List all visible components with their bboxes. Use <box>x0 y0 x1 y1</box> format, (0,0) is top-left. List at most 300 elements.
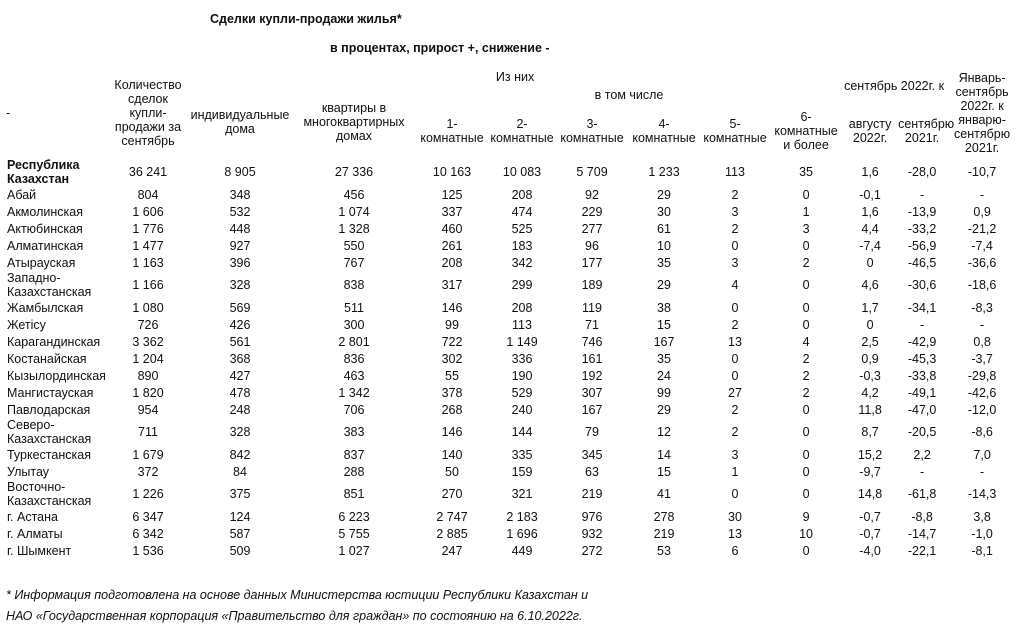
cell-apartments: 300 <box>343 317 365 332</box>
cell-total: 711 <box>138 425 158 439</box>
cell-total: 6 342 <box>132 526 164 541</box>
cell-r2: 183 <box>511 238 533 253</box>
table-row <box>6 401 1018 418</box>
cell-region: Акмолинская <box>7 204 83 219</box>
cell-aug: 14,8 <box>857 487 883 501</box>
cell-r6: 0 <box>802 317 810 332</box>
table-row <box>6 237 1018 254</box>
housing-deals-table <box>6 68 1018 559</box>
table-row <box>6 384 1018 401</box>
cell-sep: -14,7 <box>907 526 937 541</box>
cell-houses: 396 <box>229 255 251 270</box>
cell-aug: -7,4 <box>859 238 881 253</box>
cell-total: 1 166 <box>132 278 164 292</box>
cell-r3: 192 <box>581 368 603 383</box>
cell-aug: 0,9 <box>861 351 879 366</box>
table-body <box>6 158 1018 559</box>
cell-houses: 561 <box>229 334 251 349</box>
cell-sep: -8,8 <box>911 509 933 524</box>
table-row <box>6 186 1018 203</box>
cell-r2: 529 <box>511 385 533 400</box>
cell-ytd: -8,6 <box>971 425 993 439</box>
cell-r5: 0 <box>731 238 739 253</box>
cell-ytd: 7,0 <box>973 447 991 462</box>
cell-r4: 29 <box>657 187 671 202</box>
cell-r5: 2 <box>731 221 739 236</box>
cell-r6: 2 <box>802 368 810 383</box>
cell-r2: 321 <box>511 487 533 501</box>
cell-r3: 272 <box>581 543 603 558</box>
cell-region: Республика Казахстан <box>7 158 80 186</box>
cell-houses: 426 <box>229 317 251 332</box>
table-header <box>6 68 1018 158</box>
cell-ytd: -8,3 <box>971 300 993 315</box>
cell-houses: 478 <box>229 385 251 400</box>
cell-r3: 63 <box>585 464 599 479</box>
cell-apartments: 838 <box>343 278 365 292</box>
cell-apartments: 836 <box>343 351 365 366</box>
cell-aug: 0 <box>866 317 874 332</box>
cell-r5: 2 <box>731 187 739 202</box>
cell-total: 1 606 <box>132 204 164 219</box>
cell-r1: 2 747 <box>436 509 468 524</box>
header-sep2021: сентябрю 2021г. <box>898 117 955 145</box>
cell-r4: 29 <box>657 402 671 417</box>
cell-aug: -0,7 <box>859 526 881 541</box>
cell-aug: 1,6 <box>861 165 879 179</box>
cell-region: Абай <box>7 187 37 202</box>
cell-total: 890 <box>137 368 159 383</box>
cell-r5: 2 <box>731 425 739 439</box>
cell-r6: 35 <box>799 165 813 179</box>
cell-ytd: - <box>980 187 985 202</box>
table-row <box>6 418 1018 446</box>
cell-total: 1 080 <box>132 300 164 315</box>
cell-apartments: 1 074 <box>338 204 370 219</box>
cell-r2: 336 <box>511 351 533 366</box>
cell-sep: -61,8 <box>907 487 937 501</box>
cell-r5: 3 <box>731 255 739 270</box>
cell-ytd: -14,3 <box>967 487 997 501</box>
table-row <box>6 367 1018 384</box>
cell-r5: 1 <box>731 464 739 479</box>
cell-r1: 140 <box>441 447 463 462</box>
cell-r3: 79 <box>585 425 599 439</box>
cell-total: 1 163 <box>132 255 164 270</box>
cell-r6: 0 <box>802 464 810 479</box>
cell-r1: 55 <box>445 368 459 383</box>
cell-ytd: -1,0 <box>971 526 993 541</box>
cell-r4: 219 <box>653 526 675 541</box>
cell-region: Мангистауская <box>7 385 94 400</box>
cell-ytd: 3,8 <box>973 509 991 524</box>
cell-region: Актюбинская <box>7 221 83 236</box>
cell-total: 1 776 <box>132 221 164 236</box>
cell-total: 6 347 <box>132 509 164 524</box>
cell-region: Туркестанская <box>7 447 91 462</box>
cell-r4: 35 <box>657 351 671 366</box>
cell-r4: 35 <box>657 255 671 270</box>
cell-apartments: 767 <box>343 255 365 270</box>
cell-aug: 11,8 <box>858 402 882 417</box>
table-row <box>6 271 1018 299</box>
table-row <box>6 299 1018 316</box>
header-r3: 3-комнатные <box>560 117 624 145</box>
table-title: Сделки купли-продажи жилья* <box>210 12 402 26</box>
cell-r6: 10 <box>799 526 813 541</box>
cell-apartments: 27 336 <box>334 165 374 179</box>
cell-sep: - <box>920 187 925 202</box>
cell-apartments: 463 <box>343 368 365 383</box>
cell-total: 1 820 <box>132 385 164 400</box>
cell-region: г. Алматы <box>7 526 63 541</box>
cell-aug: 8,7 <box>861 425 879 439</box>
cell-r1: 268 <box>441 402 463 417</box>
cell-r5: 0 <box>731 487 739 501</box>
header-rowhead: - <box>6 106 11 120</box>
cell-apartments: 456 <box>343 187 365 202</box>
table-row <box>6 158 1018 186</box>
cell-r3: 92 <box>585 187 599 202</box>
cell-r5: 6 <box>731 543 739 558</box>
cell-r4: 30 <box>657 204 671 219</box>
cell-r6: 0 <box>802 238 810 253</box>
cell-r2: 144 <box>511 425 533 439</box>
header-r4: 4-комнатные <box>632 117 696 145</box>
cell-sep: - <box>920 464 925 479</box>
cell-r6: 9 <box>802 509 810 524</box>
header-houses: индивидуальные дома <box>190 108 290 136</box>
cell-region: Карагандинская <box>7 334 101 349</box>
cell-aug: 4,4 <box>861 221 879 236</box>
header-including: в том числе <box>594 88 664 102</box>
cell-r6: 0 <box>802 187 810 202</box>
cell-houses: 328 <box>229 278 251 292</box>
cell-r5: 27 <box>728 385 742 400</box>
cell-r6: 0 <box>802 300 810 315</box>
cell-houses: 569 <box>229 300 251 315</box>
cell-r2: 474 <box>511 204 533 219</box>
cell-r4: 24 <box>657 368 671 383</box>
cell-houses: 532 <box>229 204 251 219</box>
cell-houses: 509 <box>229 543 251 558</box>
cell-sep: -33,8 <box>907 368 937 383</box>
cell-apartments: 706 <box>343 402 365 417</box>
cell-r6: 0 <box>802 447 810 462</box>
cell-r2: 342 <box>511 255 533 270</box>
cell-sep: -46,5 <box>907 255 937 270</box>
cell-region: Улытау <box>7 464 50 479</box>
cell-r3: 71 <box>585 317 599 332</box>
cell-r1: 261 <box>441 238 463 253</box>
cell-total: 3 362 <box>132 334 164 349</box>
cell-ytd: - <box>980 317 985 332</box>
cell-ytd: -8,1 <box>971 543 993 558</box>
cell-houses: 427 <box>229 368 251 383</box>
cell-sep: -45,3 <box>907 351 937 366</box>
cell-r1: 50 <box>445 464 459 479</box>
cell-r6: 1 <box>802 204 810 219</box>
header-sep2022: сентябрь 2022г. к <box>844 79 945 93</box>
cell-apartments: 5 755 <box>338 526 370 541</box>
cell-r4: 15 <box>657 464 671 479</box>
cell-r4: 15 <box>657 317 671 332</box>
cell-r2: 113 <box>512 317 532 332</box>
cell-r4: 167 <box>653 334 675 349</box>
cell-apartments: 851 <box>343 487 365 501</box>
cell-houses: 8 905 <box>224 165 256 179</box>
cell-aug: -0,7 <box>859 509 881 524</box>
cell-apartments: 6 223 <box>338 509 370 524</box>
cell-r4: 61 <box>657 221 671 236</box>
cell-r1: 722 <box>441 334 463 349</box>
cell-sep: -47,0 <box>907 402 937 417</box>
cell-houses: 448 <box>229 221 251 236</box>
cell-r6: 2 <box>802 255 810 270</box>
cell-ytd: -21,2 <box>967 221 997 236</box>
cell-r1: 99 <box>445 317 459 332</box>
cell-region: г. Шымкент <box>7 543 72 558</box>
cell-r3: 976 <box>581 509 603 524</box>
cell-r1: 317 <box>441 278 463 292</box>
table-row <box>6 316 1018 333</box>
cell-r1: 146 <box>441 300 463 315</box>
cell-houses: 368 <box>229 351 251 366</box>
cell-r3: 229 <box>581 204 603 219</box>
cell-sep: -33,2 <box>907 221 937 236</box>
cell-r4: 10 <box>657 238 671 253</box>
cell-aug: -9,7 <box>859 464 881 479</box>
cell-r6: 2 <box>802 385 810 400</box>
cell-ytd: -3,7 <box>971 351 993 366</box>
cell-r6: 0 <box>802 425 810 439</box>
cell-r2: 1 696 <box>506 526 538 541</box>
cell-r6: 0 <box>802 402 810 417</box>
cell-aug: 4,2 <box>861 385 879 400</box>
cell-sep: -22,1 <box>907 543 937 558</box>
cell-region: Жетісу <box>7 317 46 332</box>
cell-r6: 3 <box>802 221 810 236</box>
cell-r3: 5 709 <box>576 165 608 179</box>
cell-r2: 449 <box>511 543 533 558</box>
cell-r3: 96 <box>585 238 599 253</box>
cell-sep: -42,9 <box>907 334 937 349</box>
cell-r1: 460 <box>441 221 463 236</box>
cell-total: 1 226 <box>132 487 164 501</box>
cell-r5: 3 <box>731 204 739 219</box>
cell-total: 726 <box>137 317 159 332</box>
cell-r4: 1 233 <box>648 165 680 179</box>
cell-region: Костанайская <box>7 351 87 366</box>
cell-r6: 0 <box>802 278 810 292</box>
cell-r1: 10 163 <box>432 165 472 179</box>
cell-total: 954 <box>137 402 159 417</box>
cell-aug: 15,2 <box>857 447 883 462</box>
cell-aug: 1,7 <box>861 300 879 315</box>
cell-r1: 125 <box>441 187 463 202</box>
footnote-line-2: НАО «Государственная корпорация «Правительство для граждан» по состоянию на 6.10.2022г. <box>6 609 583 623</box>
table-row <box>6 333 1018 350</box>
cell-total: 1 204 <box>132 351 164 366</box>
table-row <box>6 542 1018 559</box>
cell-houses: 927 <box>229 238 251 253</box>
cell-r2: 335 <box>511 447 533 462</box>
cell-r2: 1 149 <box>506 334 538 349</box>
cell-r4: 99 <box>657 385 671 400</box>
header-r1: 1-комнатные <box>420 117 484 145</box>
cell-r1: 337 <box>441 204 463 219</box>
cell-total: 1 477 <box>132 238 164 253</box>
cell-region: Алматинская <box>7 238 84 253</box>
cell-r3: 189 <box>581 278 603 292</box>
header-r5: 5-комнатные <box>703 117 767 145</box>
cell-r1: 146 <box>441 425 463 439</box>
cell-region: Северо-Казахстанская <box>7 418 92 446</box>
cell-ytd: - <box>980 464 985 479</box>
cell-region: Атырауская <box>7 255 76 270</box>
cell-r3: 177 <box>581 255 603 270</box>
header-apartments: квартиры в многоквартирных домах <box>303 101 405 143</box>
table-subtitle: в процентах, прирост +, снижение - <box>330 41 550 55</box>
cell-r2: 190 <box>511 368 533 383</box>
cell-ytd: -10,7 <box>967 165 997 179</box>
cell-apartments: 1 027 <box>338 543 370 558</box>
cell-r5: 113 <box>725 165 745 179</box>
cell-sep: 2,2 <box>913 447 931 462</box>
table-row <box>6 463 1018 480</box>
cell-houses: 248 <box>229 402 251 417</box>
cell-r1: 302 <box>441 351 463 366</box>
cell-r5: 0 <box>731 351 739 366</box>
cell-r1: 378 <box>441 385 463 400</box>
cell-aug: -0,1 <box>859 187 881 202</box>
cell-r5: 30 <box>728 509 742 524</box>
cell-r3: 161 <box>581 351 603 366</box>
cell-r6: 4 <box>802 334 810 349</box>
cell-apartments: 1 328 <box>338 221 370 236</box>
header-total: Количество сделок купли-продажи за сентябрь <box>114 78 182 148</box>
footnote-line-1: * Информация подготовлена на основе данных Министерства юстиции Республики Казахстан и <box>6 588 589 602</box>
cell-r5: 3 <box>731 447 739 462</box>
cell-r4: 41 <box>657 487 671 501</box>
cell-r5: 0 <box>731 300 739 315</box>
cell-r4: 12 <box>657 425 671 439</box>
header-ytd: Январь-сентябрь 2022г. к январю-сентябрю 2021г. <box>954 71 1011 155</box>
cell-r3: 277 <box>581 221 603 236</box>
table-row <box>6 254 1018 271</box>
header-r2: 2-комнатные <box>490 117 554 145</box>
cell-houses: 348 <box>229 187 251 202</box>
table-row <box>6 220 1018 237</box>
cell-aug: 4,6 <box>861 278 879 292</box>
cell-r6: 2 <box>802 351 810 366</box>
cell-r5: 2 <box>731 317 739 332</box>
cell-region: Павлодарская <box>7 402 91 417</box>
cell-region: Жамбылская <box>7 300 84 315</box>
cell-r5: 0 <box>731 368 739 383</box>
cell-sep: -28,0 <box>907 165 937 179</box>
cell-ytd: 0,9 <box>973 204 991 219</box>
cell-total: 372 <box>137 464 159 479</box>
cell-r2: 299 <box>511 278 533 292</box>
cell-r5: 4 <box>731 278 739 292</box>
cell-region: Кызылординская <box>7 368 106 383</box>
cell-r2: 2 183 <box>506 509 538 524</box>
table-row <box>6 508 1018 525</box>
cell-r1: 208 <box>441 255 463 270</box>
cell-r4: 14 <box>657 447 671 462</box>
cell-r1: 270 <box>441 487 463 501</box>
cell-region: Восточно-Казахстанская <box>7 480 92 508</box>
cell-ytd: -42,6 <box>967 385 997 400</box>
cell-sep: -13,9 <box>907 204 937 219</box>
cell-region: г. Астана <box>7 509 58 524</box>
cell-total: 804 <box>137 187 159 202</box>
cell-r1: 247 <box>441 543 463 558</box>
cell-houses: 842 <box>229 447 251 462</box>
cell-apartments: 1 342 <box>338 385 370 400</box>
cell-ytd: -12,0 <box>967 402 997 417</box>
cell-houses: 375 <box>229 487 251 501</box>
cell-total: 1 679 <box>132 447 164 462</box>
table-row <box>6 350 1018 367</box>
table-row <box>6 203 1018 220</box>
cell-r5: 13 <box>728 526 742 541</box>
cell-sep: -56,9 <box>907 238 937 253</box>
cell-apartments: 511 <box>344 300 364 315</box>
cell-apartments: 550 <box>343 238 365 253</box>
cell-aug: -0,3 <box>859 368 881 383</box>
cell-ytd: -18,6 <box>967 278 997 292</box>
cell-sep: -20,5 <box>907 425 937 439</box>
cell-r3: 746 <box>581 334 603 349</box>
cell-r4: 53 <box>657 543 671 558</box>
table-row <box>6 446 1018 463</box>
cell-ytd: -29,8 <box>967 368 997 383</box>
cell-r1: 2 885 <box>436 526 468 541</box>
cell-region: Западно-Казахстанская <box>7 271 92 299</box>
header-of-them: Из них <box>495 70 535 84</box>
cell-r3: 219 <box>581 487 603 501</box>
cell-aug: 2,5 <box>861 334 879 349</box>
cell-r2: 240 <box>511 402 533 417</box>
cell-r5: 2 <box>731 402 739 417</box>
cell-r2: 525 <box>511 221 533 236</box>
cell-total: 36 241 <box>128 165 168 179</box>
cell-aug: -4,0 <box>859 543 881 558</box>
cell-r3: 307 <box>581 385 603 400</box>
cell-r2: 208 <box>511 187 533 202</box>
cell-r6: 0 <box>802 543 810 558</box>
cell-r4: 38 <box>657 300 671 315</box>
cell-apartments: 837 <box>343 447 365 462</box>
cell-aug: 0 <box>866 255 874 270</box>
cell-ytd: -36,6 <box>967 255 997 270</box>
cell-sep: -34,1 <box>907 300 937 315</box>
header-aug: августу 2022г. <box>848 117 892 145</box>
cell-total: 1 536 <box>132 543 164 558</box>
cell-r4: 278 <box>653 509 675 524</box>
cell-houses: 587 <box>229 526 251 541</box>
cell-houses: 84 <box>233 464 247 479</box>
cell-ytd: 0,8 <box>973 334 991 349</box>
cell-aug: 1,6 <box>861 204 879 219</box>
cell-houses: 124 <box>229 509 251 524</box>
cell-houses: 328 <box>229 425 251 439</box>
table-row <box>6 480 1018 508</box>
cell-apartments: 2 801 <box>338 334 370 349</box>
cell-r3: 167 <box>581 402 603 417</box>
